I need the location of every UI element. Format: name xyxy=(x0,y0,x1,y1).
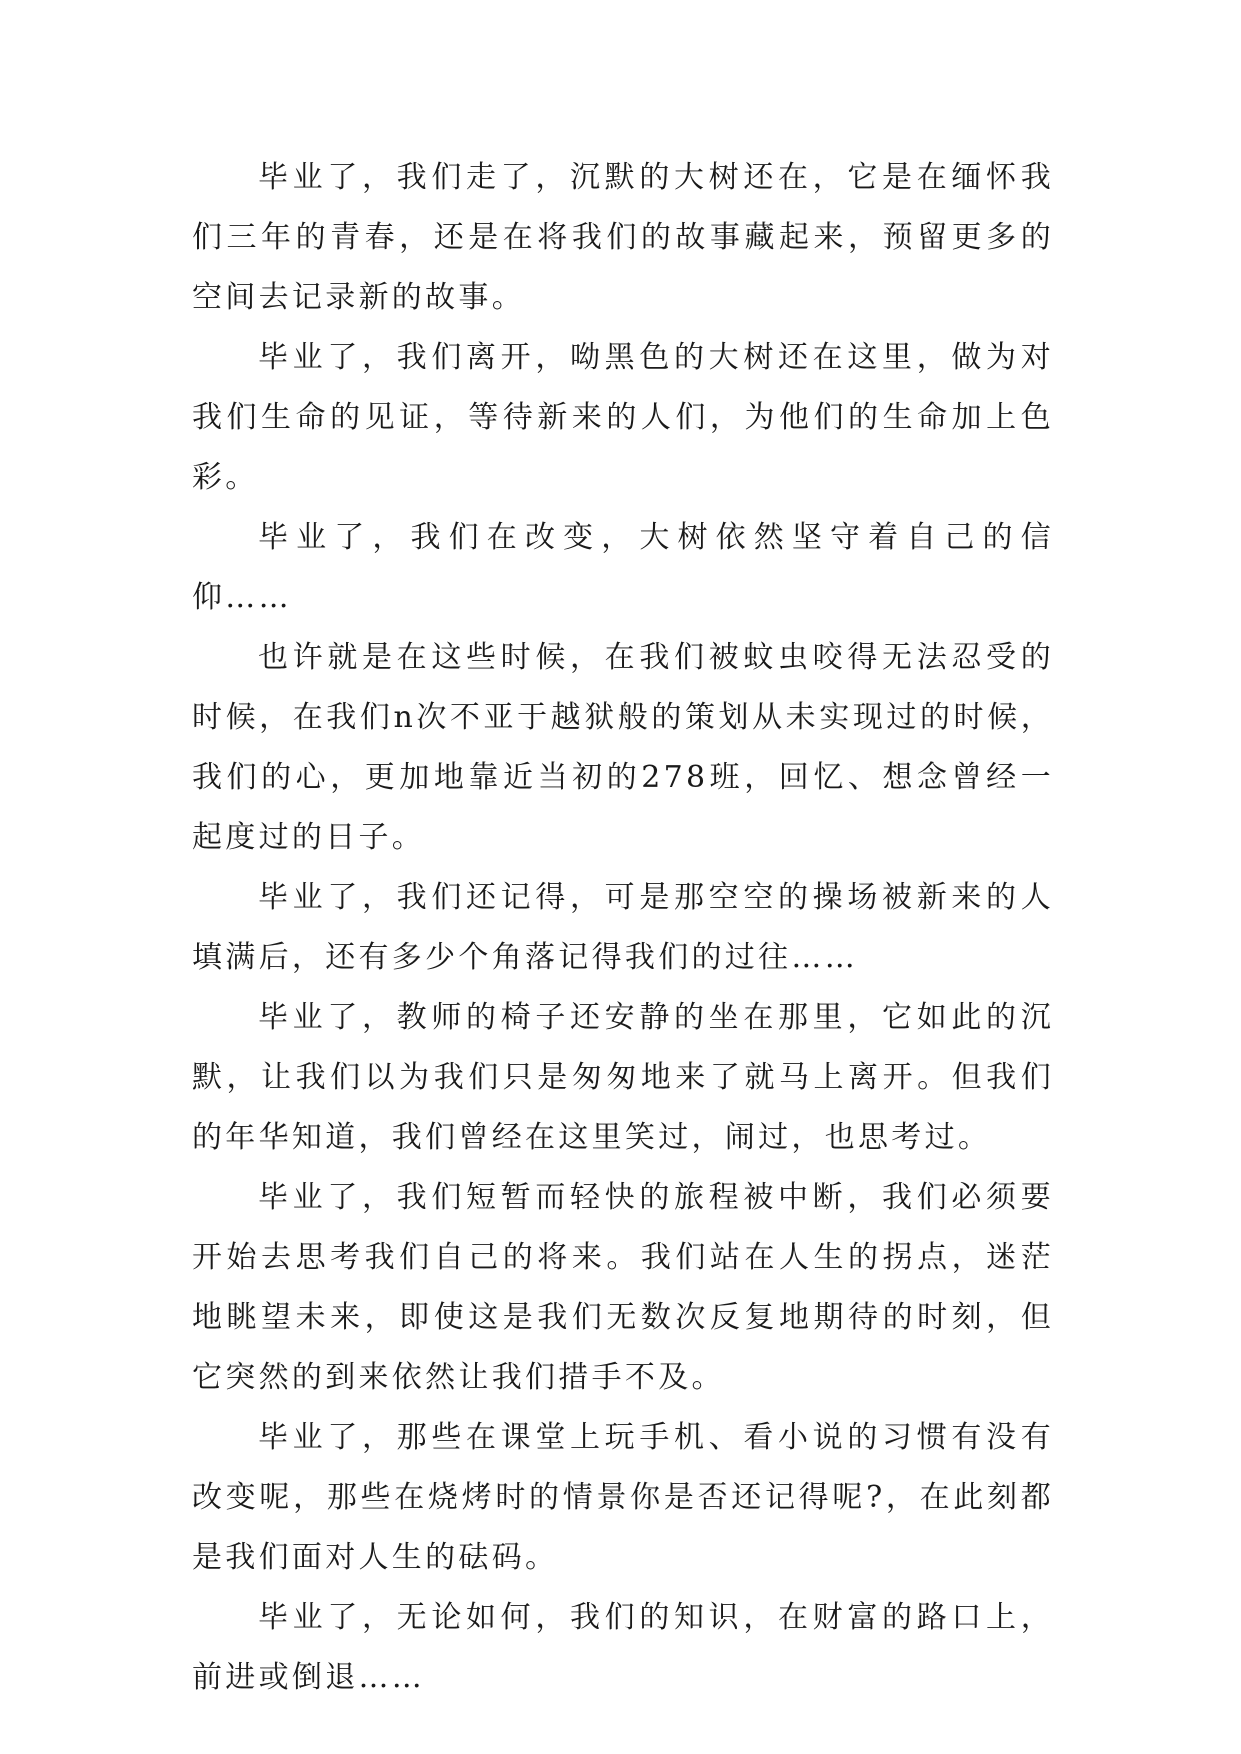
paragraph: 毕业了，教师的椅子还安静的坐在那里，它如此的沉默，让我们以为我们只是匆匆地来了就马上离开。但我们的年华知道，我们曾经在这里笑过，闹过，也思考过。 xyxy=(192,1000,1054,1155)
paragraph: 毕业了，那些在课堂上玩手机、看小说的习惯有没有改变呢，那些在烧烤时的情景你是否还记得呢?，在此刻都是我们面对人生的砝码。 xyxy=(192,1420,1054,1575)
document-body xyxy=(192,148,1054,1708)
paragraph: 毕业了，我们还记得，可是那空空的操场被新来的人填满后，还有多少个角落记得我们的过往…… xyxy=(192,880,1054,975)
paragraph: 毕业了，无论如何，我们的知识，在财富的路口上，前进或倒退…… xyxy=(192,1600,1054,1695)
paragraph: 毕业了，我们走了，沉默的大树还在，它是在缅怀我们三年的青春，还是在将我们的故事藏起来，预留更多的空间去记录新的故事。 xyxy=(192,160,1054,315)
paragraph: 也许就是在这些时候，在我们被蚊虫咬得无法忍受的时候，在我们n次不亚于越狱般的策划从未实现过的时候，我们的心，更加地靠近当初的278班，回忆、想念曾经一起度过的日子。 xyxy=(192,640,1054,855)
paragraph: 毕业了，我们短暂而轻快的旅程被中断，我们必须要开始去思考我们自己的将来。我们站在人生的拐点，迷茫地眺望未来，即使这是我们无数次反复地期待的时刻，但它突然的到来依然让我们措手不及。 xyxy=(192,1180,1054,1395)
paragraph: 毕业了，我们在改变，大树依然坚守着自己的信仰…… xyxy=(192,520,1054,615)
paragraph: 毕业了，我们离开，呦黑色的大树还在这里，做为对我们生命的见证，等待新来的人们，为他们的生命加上色彩。 xyxy=(192,340,1054,495)
